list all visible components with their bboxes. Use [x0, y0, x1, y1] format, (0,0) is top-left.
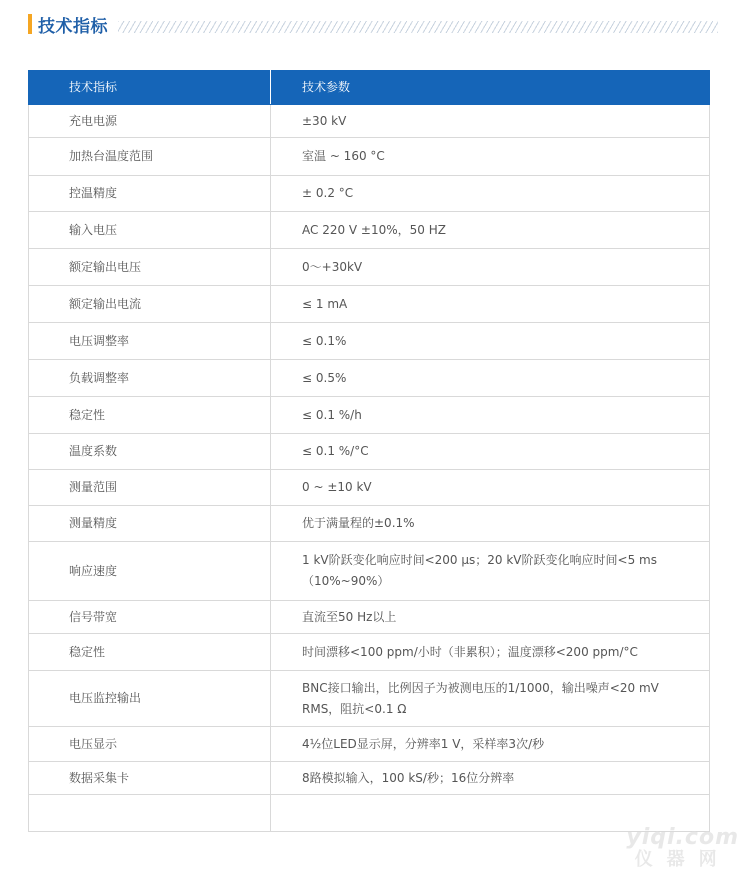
table-row — [29, 397, 710, 434]
table-row — [29, 434, 710, 470]
row-value: 8路模拟输入，100 kS/秒；16位分辨率 — [271, 762, 710, 795]
row-label: 稳定性 — [29, 397, 271, 434]
watermark-logo: yiqi.com — [626, 825, 739, 850]
row-label: 温度系数 — [29, 434, 271, 470]
row-value: 时间漂移<100 ppm/小时（非累积）；温度漂移<200 ppm/°C — [271, 634, 710, 671]
row-label: 加热台温度范围 — [29, 138, 271, 176]
table-row — [29, 795, 710, 832]
row-value: AC 220 V ±10%，50 HZ — [271, 212, 710, 249]
row-label: 电压显示 — [29, 727, 271, 762]
row-value: 1 kV阶跃变化响应时间<200 μs；20 kV阶跃变化响应时间<5 ms（10%~90%） — [271, 542, 710, 601]
table-row — [29, 762, 710, 795]
row-label: 稳定性 — [29, 634, 271, 671]
header-cell-indicator: 技术指标 — [29, 71, 271, 105]
table-row — [29, 671, 710, 727]
spec-table — [28, 70, 710, 832]
row-value: 0 ~ ±10 kV — [271, 470, 710, 506]
row-label: 负载调整率 — [29, 360, 271, 397]
table-row — [29, 286, 710, 323]
row-value: ≤ 0.5% — [271, 360, 710, 397]
accent-bar — [28, 14, 32, 34]
row-value: 4½位LED显示屏，分辨率1 V，采样率3次/秒 — [271, 727, 710, 762]
table-row — [29, 138, 710, 176]
table-row — [29, 249, 710, 286]
row-label: 响应速度 — [29, 542, 271, 601]
table-row — [29, 470, 710, 506]
watermark — [626, 827, 739, 869]
row-value: BNC接口输出，比例因子为被测电压的1/1000，输出噪声<20 mV RMS，阻抗<0.1 Ω — [271, 671, 710, 727]
row-value: ≤ 0.1 %/°C — [271, 434, 710, 470]
table-row — [29, 360, 710, 397]
row-value: 室温 ~ 160 °C — [271, 138, 710, 176]
decorative-hatch-line — [118, 21, 718, 33]
row-value: ≤ 0.1% — [271, 323, 710, 360]
row-label: 控温精度 — [29, 176, 271, 212]
table-row — [29, 176, 710, 212]
section-title: 技术指标 — [38, 16, 108, 37]
table-header-row — [29, 71, 710, 105]
row-value: 直流至50 Hz以上 — [271, 601, 710, 634]
row-label: 测量范围 — [29, 470, 271, 506]
row-value: 优于满量程的±0.1% — [271, 506, 710, 542]
table-row — [29, 212, 710, 249]
row-label: 额定输出电流 — [29, 286, 271, 323]
table-row — [29, 542, 710, 601]
row-label: 电压监控输出 — [29, 671, 271, 727]
table-row — [29, 634, 710, 671]
table-row — [29, 105, 710, 138]
row-label: 额定输出电压 — [29, 249, 271, 286]
row-label: 信号带宽 — [29, 601, 271, 634]
row-value: 0～+30kV — [271, 249, 710, 286]
table-row — [29, 323, 710, 360]
row-value: ± 0.2 °C — [271, 176, 710, 212]
row-label: 输入电压 — [29, 212, 271, 249]
row-value: ±30 kV — [271, 105, 710, 138]
row-label: 电压调整率 — [29, 323, 271, 360]
row-value: ≤ 1 mA — [271, 286, 710, 323]
row-label — [29, 795, 271, 832]
watermark-text: 仪器网 — [634, 849, 731, 870]
row-label: 充电电源 — [29, 105, 271, 138]
row-label: 测量精度 — [29, 506, 271, 542]
row-value: ≤ 0.1 %/h — [271, 397, 710, 434]
section-header — [28, 12, 718, 36]
table-row — [29, 601, 710, 634]
table-row — [29, 506, 710, 542]
row-label: 数据采集卡 — [29, 762, 271, 795]
table-row — [29, 727, 710, 762]
header-cell-parameter: 技术参数 — [271, 71, 710, 105]
